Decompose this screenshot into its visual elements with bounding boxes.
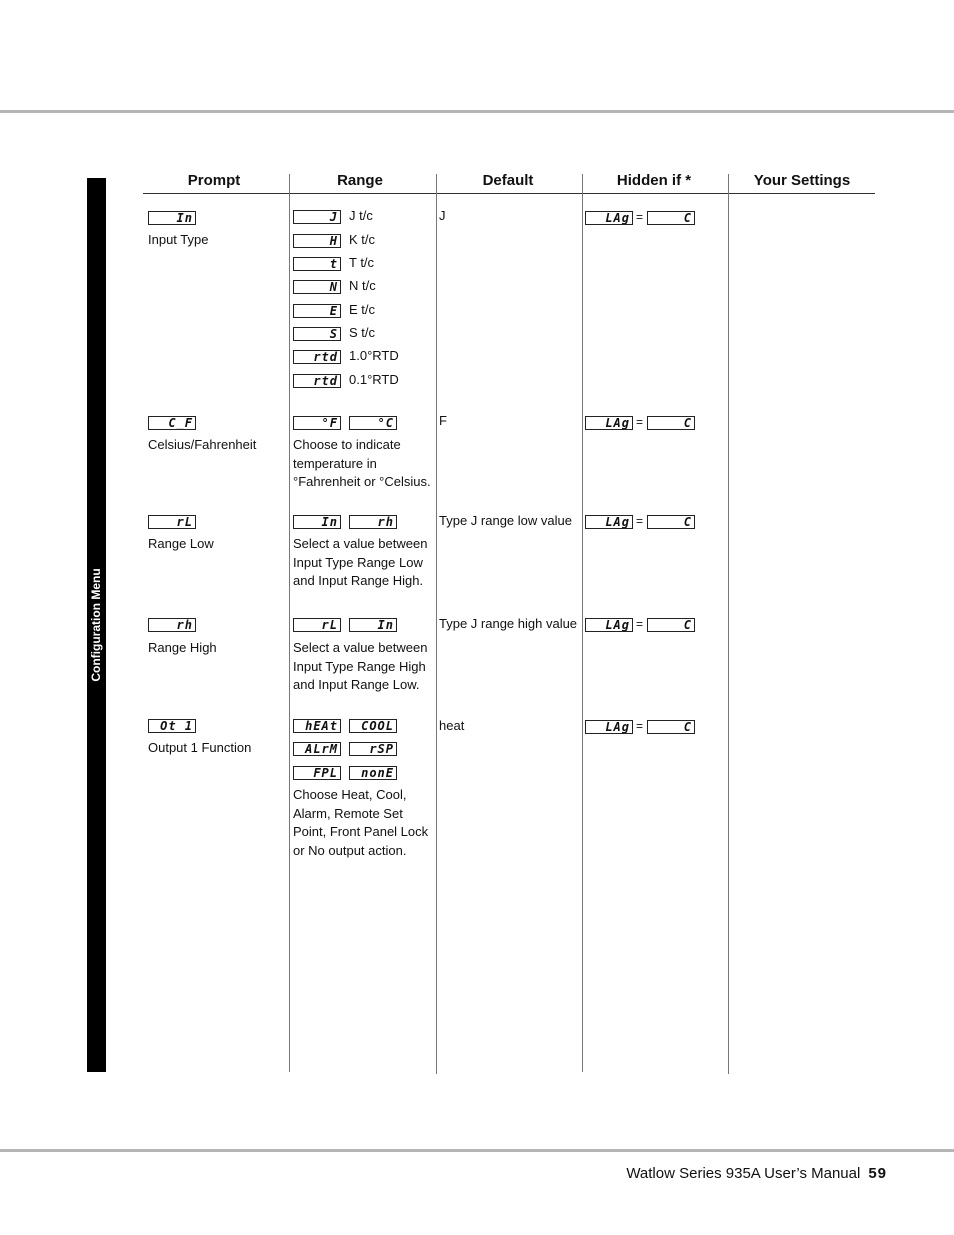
hidden-if-value: C (647, 618, 695, 632)
range-display: rh (349, 515, 397, 529)
range-display: t (293, 257, 341, 271)
equals-sign: = (636, 514, 644, 528)
range-display: In (293, 515, 341, 529)
equals-sign: = (636, 719, 644, 733)
hidden-if-display: LAg (585, 211, 633, 225)
prompt-label: Input Type (148, 232, 209, 247)
hidden-if-display: LAg (585, 416, 633, 430)
prompt-label: Range Low (148, 536, 214, 551)
prompt-label: Output 1 Function (148, 740, 252, 755)
side-tab-label: Configuration Menu (89, 568, 103, 682)
header-hidden-if: Hidden if * (616, 172, 692, 189)
range-display: FPL (293, 766, 341, 780)
equals-sign: = (636, 415, 644, 429)
range-display: In (349, 618, 397, 632)
range-display: hEAt (293, 719, 341, 733)
range-display: nonE (349, 766, 397, 780)
prompt-display: In (148, 211, 196, 225)
prompt-display: Ot 1 (148, 719, 196, 733)
default-value: J (439, 208, 446, 223)
bottom-rule (0, 1149, 954, 1152)
range-label: E t/c (349, 302, 376, 317)
hidden-if-value: C (647, 720, 695, 734)
header-prompt: Prompt (187, 172, 241, 189)
hidden-if-value: C (647, 515, 695, 529)
range-display: H (293, 234, 341, 248)
range-display: COOL (349, 719, 397, 733)
range-label: K t/c (349, 232, 376, 247)
page-number: 59 (868, 1165, 887, 1182)
hidden-if-value: C (647, 211, 695, 225)
column-divider (289, 174, 290, 1072)
range-display: rSP (349, 742, 397, 756)
range-description: Select a value between Input Type Range High and Input Range Low. (293, 640, 428, 692)
prompt-label: Celsius/Fahrenheit (148, 437, 257, 452)
range-label: J t/c (349, 208, 373, 223)
range-display: rtd (293, 350, 341, 364)
default-value: Type J range high value (439, 616, 578, 631)
range-label: 1.0°RTD (349, 348, 399, 363)
range-display: S (293, 327, 341, 341)
footer-title: Watlow Series 935A User’s Manual (626, 1165, 861, 1182)
range-description: Select a value between Input Type Range Low and Input Range High. (293, 536, 428, 588)
range-display: E (293, 304, 341, 318)
hidden-if-display: LAg (585, 515, 633, 529)
equals-sign: = (636, 617, 644, 631)
page-footer (626, 1165, 887, 1182)
range-label: T t/c (349, 255, 375, 270)
range-display: N (293, 280, 341, 294)
prompt-display: rh (148, 618, 196, 632)
range-display: °C (349, 416, 397, 430)
range-label: S t/c (349, 325, 376, 340)
range-description: Choose Heat, Cool, Alarm, Remote Set Point, Front Panel Lock or No output action. (293, 787, 429, 858)
range-label: 0.1°RTD (349, 372, 399, 387)
range-display: °F (293, 416, 341, 430)
prompt-label: Range High (148, 640, 217, 655)
range-description: Choose to indicate temperature in °Fahrenheit or °Celsius. (293, 437, 431, 489)
default-value: Type J range low value (439, 513, 572, 528)
header-default: Default (482, 172, 534, 189)
header-range: Range (337, 172, 383, 189)
prompt-display: rL (148, 515, 196, 529)
column-divider (436, 174, 437, 1074)
range-display: rtd (293, 374, 341, 388)
column-divider (582, 174, 583, 1072)
range-display: rL (293, 618, 341, 632)
header-underline (143, 193, 875, 194)
default-value: F (439, 413, 447, 428)
range-display: ALrM (293, 742, 341, 756)
hidden-if-display: LAg (585, 720, 633, 734)
equals-sign: = (636, 210, 644, 224)
column-divider (728, 174, 729, 1074)
hidden-if-display: LAg (585, 618, 633, 632)
prompt-display: C_F (148, 416, 196, 430)
range-display: J (293, 210, 341, 224)
top-rule (0, 110, 954, 113)
default-value: heat (439, 718, 465, 733)
header-your-settings: Your Settings (753, 172, 851, 189)
hidden-if-value: C (647, 416, 695, 430)
range-label: N t/c (349, 278, 376, 293)
